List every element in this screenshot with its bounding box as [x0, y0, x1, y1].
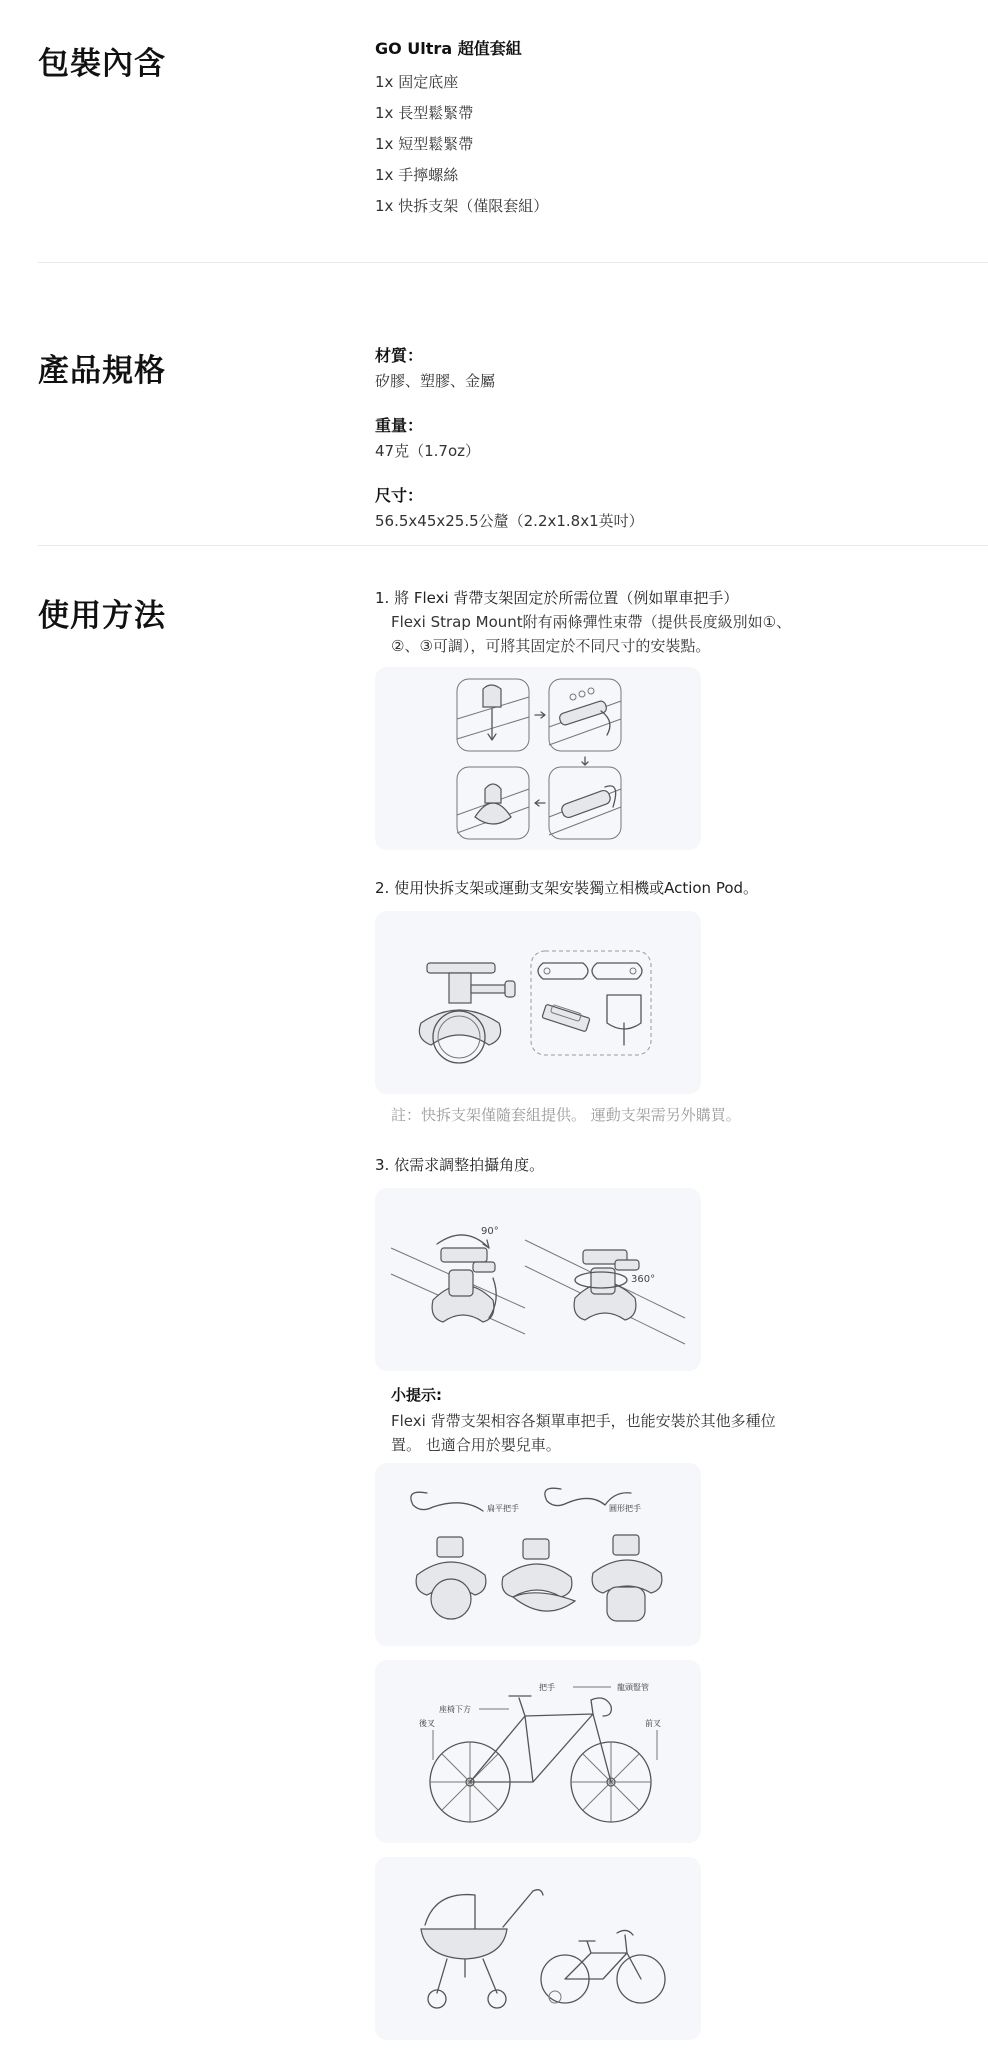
front-fork-label: 前叉: [645, 1719, 661, 1728]
section-divider: [38, 545, 988, 546]
quick-release-illustration: [375, 911, 701, 1094]
bike-mount-points-illustration: [375, 1660, 701, 1843]
step-frame: [457, 679, 529, 751]
angle-360-label: 360°: [631, 1274, 656, 1285]
round-bar-label: 圓形把手: [609, 1504, 641, 1513]
step1-title: 1. 將 Flexi 背帶支架固定於所需位置（例如單車把手）: [375, 589, 739, 607]
tilt-mount: [391, 1226, 525, 1334]
tip-title: 小提示:: [391, 1386, 442, 1404]
step2-title: 2. 使用快拆支架或運動支架安裝獨立相機或Action Pod。: [375, 879, 759, 897]
package-item: 1x 短型鬆緊帶: [375, 135, 474, 153]
headtube-label: 龍頭豎管: [617, 1683, 649, 1692]
mount-on-strap: [419, 963, 515, 1063]
usage-heading: 使用方法: [38, 598, 166, 634]
step1-text: [375, 586, 935, 658]
tip-body: 置。 也適合用於嬰兒車。: [391, 1436, 561, 1454]
note-text: 註：快拆支架僅隨套組提供。 運動支架需另外購買。: [391, 1106, 741, 1124]
flat-bar-label: 扁平把手: [487, 1504, 519, 1513]
rear-fork-label: 後叉: [419, 1719, 435, 1728]
stroller: [421, 1890, 543, 2008]
mount-variant: [502, 1539, 575, 1611]
tip-block: [375, 1384, 935, 1457]
step1-desc: ②、③可調），可將其固定於不同尺寸的安裝點。: [391, 637, 711, 655]
package-list: [375, 36, 935, 222]
weight-value: 47克（1.7oz）: [375, 442, 480, 460]
arrow-right-icon: [535, 712, 545, 718]
rotate-mount: [525, 1240, 685, 1344]
arrow-left-icon: [535, 800, 545, 806]
tip-body: Flexi 背帶支架相容各類單車把手，也能安裝於其他多種位: [391, 1412, 776, 1430]
stroller-kidsbike-illustration: [375, 1857, 701, 2040]
specs-list: [375, 343, 935, 553]
package-item: 1x 快拆支架（僅限套組）: [375, 197, 549, 215]
step1-desc: Flexi Strap Mount附有兩條彈性束帶（提供長度級別如①、: [391, 613, 792, 631]
section-divider: [38, 262, 988, 263]
step-frame: [549, 679, 621, 751]
material-value: 矽膠、塑膠、金屬: [375, 372, 496, 390]
step-frame: [457, 767, 529, 839]
arrow-down-icon: [582, 757, 588, 765]
accessory-kit-box: [531, 951, 651, 1055]
angle-adjust-illustration: [375, 1188, 701, 1371]
mount-variant: [592, 1535, 662, 1621]
step-frame: [549, 767, 621, 839]
kit-title: GO Ultra 超值套組: [375, 39, 522, 58]
strap-install-illustration: [375, 667, 701, 850]
package-item: 1x 長型鬆緊帶: [375, 104, 474, 122]
specs-heading: 產品規格: [38, 353, 166, 389]
angle-90-label: 90°: [481, 1226, 499, 1237]
kids-bike: [541, 1930, 665, 2003]
package-item: 1x 手擰螺絲: [375, 166, 459, 184]
seatpost-label: 座椅下方: [439, 1705, 471, 1714]
size-label: 尺寸：: [375, 486, 424, 505]
handlebar-types-illustration: [375, 1463, 701, 1646]
weight-label: 重量：: [375, 416, 424, 435]
mount-variant: [416, 1537, 486, 1619]
package-heading: 包裝內含: [38, 46, 166, 82]
handlebar-label: 把手: [539, 1683, 555, 1692]
material-label: 材質：: [375, 346, 424, 365]
size-value: 56.5x45x25.5公釐（2.2x1.8x1英吋）: [375, 512, 644, 530]
package-item: 1x 固定底座: [375, 73, 459, 91]
step3-title: 3. 依需求調整拍攝角度。: [375, 1156, 545, 1174]
